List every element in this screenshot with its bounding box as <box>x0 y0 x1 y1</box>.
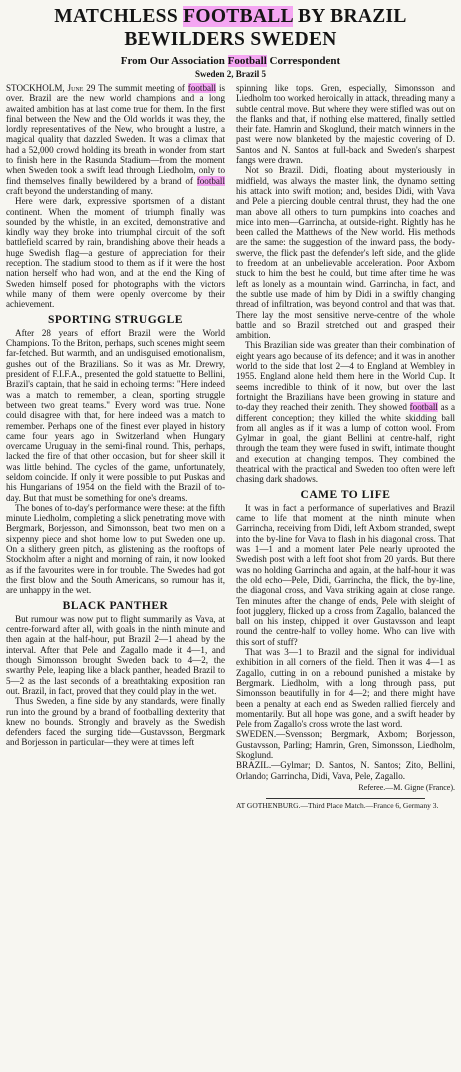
paragraph: Not so Brazil. Didi, floating about mysteriously in midfield, was always the master link, the dynamo setting his attack into swift motion; and, besides Didi, with Vava and Pele a piercing double central thrust, they had the one man above all others to turn pumpkins into coaches and mice into men—Garrincha, at outside-right. Rightly has he been called the Matthews of the New world. His methods are the same: the suggestion of the inward pass, the body-swerve, the flick past the defender's left side, and the glide to freedom at an unbelievable acceleration. Poor Axbom stuck to him the best he could, but time after time he was left as lonely as a mountain wind. Garrincha, in fact, and the subtle use made of him by Didi in a swiftly changing thread of infiltration, was beyond control and that was that. There lay the most sensitive nerve-centre of the whole battle and so Brazil stretched out and grasped their ambition. <box>236 165 455 341</box>
paragraph: Here were dark, expressive sportsmen of a distant continent. When the moment of triumph finally was sounded by the whistle, in an excited, demonstrative and kindly way they broke into triumphal circuit of the soft battlefield scarred by rain, brandishing above their heads a huge Swedish flag—a gesture of appreciation for their reception. The stadium stood to them as if it were the host nation herself who had won, and at the end the King of Sweden himself posed for photographs with the victors while many of them were openly overcome by their achievement. <box>6 196 225 310</box>
text-run: The summit meeting of <box>98 83 188 93</box>
article-columns <box>6 83 455 811</box>
highlight: football <box>196 175 225 186</box>
paragraph: It was in fact a performance of superlatives and Brazil came to life that moment at the ninth minute when Garrincha, receiving from Didi, left Axbom stranded, swept into the by-line for Vava to flash in his diagonal cross. That was 1—1 and a moment later Pele nearly uprooted the Swedish post with a left foot shot from 20 yards. But there was no holding Garrincha and again, at the half-hour it was the old echo—Pele, Didi, Garrincha, the flick, the by-line, the diagonal cross, and Vava striking again at close range. Ten minutes after the change of ends, Pele with sleight of foot jugglery, flicked up a cross from Zagallo, balanced the ball on his instep, chipped it over Gustavsson and leapt round the centre-half to volley home. Who can live with this sort of stuff? <box>236 502 455 647</box>
text-run: craft beyond the understanding of many. <box>6 185 153 196</box>
team-players: .—Gylmar; D. Santos, N. Santos; Zito, Bellini, Orlando; Garrincha, Didi, Vava, Pele, Zagallo. <box>236 760 455 781</box>
paragraph: After 28 years of effort Brazil were the World Champions. To the Briton, perhaps, such scenes might seem far-fetched. But warmth, and an undisguised emotionalism, gushes out of the Brazilians. So it was as Mr. Drewry, president of F.I.F.A., presented the gold statuette to Bellini, Brazil's captain, that he said in echoing terms: "Here indeed was a match to remember, a clean, sporting struggle between two great teams." Every word was true. None could disagree with that, for here indeed was a match to remember. Perhaps one of the finest ever played in history came four years ago in Switzerland when Hungary overcame Uruguay in the semi-final round. This, perhaps, lacked the fire of that other occasion, but for sheer skill it was little behind. The cycles of the game, unfortunately, seldom coincide. If only it were possible to put Puskas and his Hungarians of 1954 on the field with the Brazil of to-day. But that must be something for one's dreams. <box>6 327 225 503</box>
referee-line: Referee.—M. Gigne (France). <box>358 782 455 792</box>
paragraph: The bones of to-day's performance were these: at the fifth minute Liedholm, completing a slick penetrating move with Bergmark, Borjesson, and Simonsson, beat two men on a sixpenny piece and shot home low to put Sweden one up. On a slithery green pitch, as glistening as the rooftops of Stockholm after a night and morning of rain, it now looked as if the favourites were in for trouble. The Swedes had got the first blow and the South Americans, so rumour has it, are unhappy in the wet. <box>6 502 225 596</box>
paragraph: Thus Sweden, a fine side by any standards, were finally run into the ground by a brand of footballing dexterity that knew no bounds. Strongly and bravely as the Swedish defenders faced the surging tide—Gustavsson, Bergmark and Borjesson in particular—they were at times left <box>6 696 225 748</box>
highlight: football <box>187 83 217 93</box>
paragraph: spinning like tops. Gren, especially, Simonsson and Liedholm too worked heroically in attack, threading many a subtle central move. But where they were stifled was out on the flanks and that, if nothing else mattered, finally settled their fate. Hamrin and Skoglund, their match winners in the past were now blanketed by the majestic covering of D. Santos and N. Santos at full-back and Sweden's sharpest fangs were drawn. <box>236 83 455 166</box>
right-column <box>236 83 455 811</box>
text-run: This Brazilian side was greater than their combination of eight years ago because of its defence; and it was in another world to the side that lost 2—4 to England at Wembley in 1955. England alone held them here in the World Cup. It seems incredible to think of it now, but over the last fortnight the Brazilians have been growing in stature and to-day they reached their zenith. They showed <box>236 340 455 413</box>
team-label: SWEDEN <box>236 729 274 740</box>
paragraph: But rumour was now put to flight summarily as Vava, at centre-forward after all, with goals in the ninth minute and then again at the half-hour, put Brazil 2—1 ahead by the interval. After that Pele and Zagallo made it 4—1, and though Simonsson brought Sweden back to 4—2, the swarthy Pele, leaping like a black panther, headed Brazil to 5—2 as the last seconds of a breathtaking exposition ran out. Brazil, in fact, proved that they could play in the wet. <box>6 613 225 696</box>
dateline: STOCKHOLM, June 29 <box>6 83 96 93</box>
paragraph: That was 3—1 to Brazil and the signal for individual exhibition in all corners of the field. Then it was 4—1 as Zagallo, cutting in on a rebound punished a mistake by Bergmark. Liedholm, with a long through pass, put Simonsson beautifully in for 4—2; and there might have been a penalty at each end as Sweden rallied fiercely and momentarily. But all hope was gone, and a swift header by Pele from Zagallo's cross wrote the last word. <box>236 647 455 730</box>
subheading: CAME TO LIFE <box>300 488 391 501</box>
left-column <box>6 83 225 811</box>
subheading: BLACK PANTHER <box>62 599 169 612</box>
byline-pre: From Our Association <box>120 55 228 67</box>
lineup-brazil <box>236 760 455 781</box>
text-run: is over. Brazil are the new world champions and a long awaited ambition has at last come true for them. In the first final between the New and the Old worlds it was they, the lordly representatives of the New, who brought a lustre, a magical quality that dazzled Sweden. It was a climax that had a 52,000 crowd holding its breath in wonder from start to finish here in the Rasunda Stadium—from the moment when Sweden took a swift lead through Liedholm, only to find themselves finally bewildered by a brand of <box>6 83 226 186</box>
subheading: SPORTING STRUGGLE <box>48 313 183 326</box>
team-lineups <box>236 729 455 780</box>
headline <box>6 6 455 27</box>
team-players: .—Svensson; Bergmark, Axbom; Borjesson, Gustavsson, Parling; Hamrin, Gren, Simonsson, Liedholm, Skoglund. <box>236 729 455 760</box>
score-line: Sweden 2, Brazil 5 <box>195 69 266 79</box>
headline-line1-post: BY BRAZIL <box>292 6 407 27</box>
divider <box>266 798 425 799</box>
byline-highlight: Football <box>227 55 267 67</box>
text-run: as a different conception; they killed the white skidding ball from all angles as if it was a lump of cotton wool. From Gylmar in goal, the giant Bellini at centre-half, right through the team they were fused in swift, intimate thought and execution at changing tempos. They combined the theatrical with the practical and Sweden too often were left chasing dark shadows. <box>236 402 456 485</box>
paragraph <box>236 340 455 484</box>
byline <box>6 55 455 67</box>
headline-highlight: FOOTBALL <box>183 6 293 27</box>
paragraph <box>6 83 225 196</box>
third-place-result: AT GOTHENBURG.—Third Place Match.—France 6, Germany 3. <box>236 801 439 811</box>
lineup-sweden <box>236 729 455 760</box>
highlight: football <box>409 402 438 413</box>
team-label: BRAZIL <box>236 760 269 771</box>
headline-line2: BEWILDERS SWEDEN <box>124 29 337 50</box>
headline-line1-pre: MATCHLESS <box>54 6 184 27</box>
byline-post: Correspondent <box>266 55 341 67</box>
